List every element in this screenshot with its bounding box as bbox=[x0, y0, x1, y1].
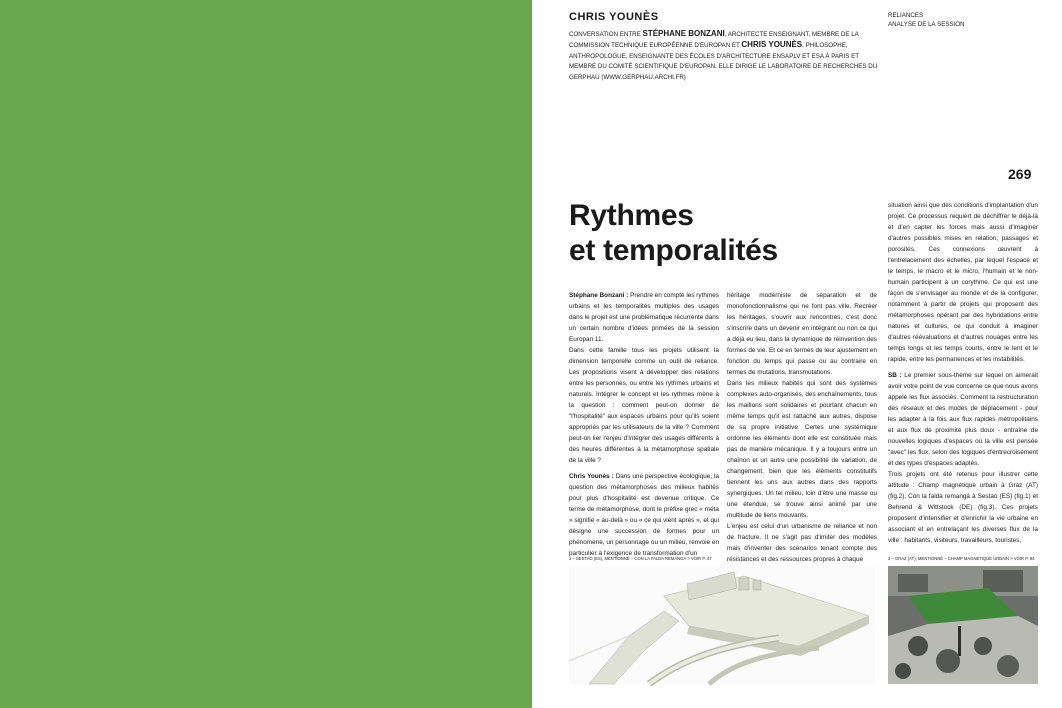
intro-name-1: STÉPHANE BONZANI bbox=[642, 29, 725, 38]
text-column-1 bbox=[569, 290, 720, 557]
section-line-1: RELIANCES bbox=[888, 12, 924, 19]
paragraph bbox=[888, 370, 1038, 469]
article-title bbox=[569, 198, 778, 268]
paragraph-text: Dans cette famille tous les projets utilisent la dimension temporelle comme un outil de reliance. Les propositions visent à développer des relations entre les personnes, ou entre les rythmes urbains et naturels. Intégrer le concept et les rythmes mène à la question : comment peut-on donner de "l'hospitalité" aux espaces urbains pour qu'ils soient appropriés par les utilisateurs de la ville ? Comment peut-on lier l'enjeu d'intégrer des usages différents à des heures différentes à la métamorphose spatiale de la ville ? bbox=[569, 347, 719, 464]
figure-2-photo bbox=[888, 566, 1038, 684]
speaker: Stéphane Bonzani : bbox=[569, 292, 629, 299]
paragraph-text: Le premier sous-thème sur lequel on aimerait avoir votre point de vue concerne ce que nous avons appelé les flux associés. Comment la restructuration des réseaux et des modes de déplacement - pour les adapter à la fois aux flux rapides métropolitains et aux flux de proximité plus doux - entraîne de nouvelles logiques d'espaces où la ville est pensée "avec" les flux, selon des logiques d'entrecroisement et des types d'espaces adaptés. bbox=[888, 372, 1038, 467]
paragraph: L'enjeu est celui d'un urbanisme de reliance et non de fracture. Il ne s'agit pas d'imiter des modèles mais d'inventer des scénarios tenant compte des résistances et des ressources propres à chaque bbox=[727, 523, 877, 563]
title-line-1: Rythmes bbox=[569, 199, 694, 232]
figure-caption-1: 1 – SESTAO (ES), MENTIONNÉ – CON LA FALDA REMANGÁ > VOIR P. 47 bbox=[569, 556, 712, 561]
text-column-3 bbox=[888, 200, 1038, 546]
figure-caption-2: 2 – GRAZ (AT), MENTIONNÉ – CHAMP MAGNÉTIQUE URBAIN > VOIR P. 94 bbox=[888, 556, 1035, 561]
section-line-2: ANALYSE DE LA SESSION bbox=[888, 21, 965, 28]
intro-mid: , ARCHITECTE ENSEIGNANT, MEMBRE DE LA COMMISSION TECHNIQUE EUROPÉENNE D'EUROPAN ET bbox=[569, 31, 859, 50]
intro-name-2: CHRIS YOUNÈS bbox=[741, 40, 803, 50]
paragraph-text: situation ainsi que des conditions d'implantation d'un projet. Ce processus requiert de déchiffrer le déjà-là et d'en capter les forces mais aussi d'imaginer d'autres possibles mises en relation, passages et porosités. Ces connexions œuvrent à l'entrelacement des échelles, par lequel l'espace et le temps, le macro et le micro, l'humain et le non-humain participent à un corythme. Ce qui est une façon de s'envisager au monde et de la configurer, notamment à partir de projets qui proposent des métamorphoses opérant par des hybridations entre natures et cultures, ce qui conduit à imaginer d'autres réévaluations et d'autres nouages entre les temps longs et les temps courts, entre le lent et le rapide, entre les permanences et les instabilités. bbox=[888, 202, 1038, 363]
paragraph: héritage moderniste de séparation et de monofonctionnalisme qui ne font pas ville. Recréer les héritages, s'ouvrir aux rencontres, c'est donc s'inscrire dans un devenir en intégrant ou non ce qui a déjà eu lieu, dans la dynamique de réinvention des formes de vie. Et ce en termes de leur ajustement en fonction du temps qui passe ou au contraire en termes de mutations, transmutations. bbox=[727, 292, 877, 376]
paragraph bbox=[569, 345, 719, 466]
speaker: Chris Younès : bbox=[569, 473, 614, 480]
paragraph bbox=[888, 469, 1038, 546]
text-column-2 bbox=[727, 290, 877, 563]
paragraph bbox=[888, 200, 1038, 365]
page-number: 269 bbox=[1008, 166, 1032, 182]
section-tag bbox=[888, 11, 965, 29]
speaker: SB : bbox=[888, 372, 902, 379]
paragraph bbox=[569, 290, 719, 345]
intro-text bbox=[569, 29, 881, 83]
paragraph: Dans les milieux habités qui sont des systèmes complexes auto-organisés, des enchaînements, tous les maillons sont solidaires et pourtant chacun en même temps qu'il est rattaché aux autres, dispose de sa propre initiative. Certes une systémique ordonne les éléments dont elle est constituée mais pas de manière mécanique. Il y a toujours entre un chaînon et un autre une possibilité de variation, de changement, bien que les éléments constitutifs tiennent les uns aux autres dans des rapports synergiques. Un tel milieu, loin d'être une masse ou une étendue, se trouve ainsi animé par une multitude de liens mouvants. bbox=[727, 380, 877, 519]
paragraph bbox=[569, 471, 719, 559]
intro-pre: CONVERSATION ENTRE bbox=[569, 31, 643, 38]
paragraph-text: Prendre en compte les rythmes urbains et les temporalités multiples des usages dans le projet est une problématique récurrente dans un certain nombre d'idées primées de la session Europan 11. bbox=[569, 292, 720, 343]
paragraph-text: Trois projets ont été retenus pour illustrer cette attitude : Champ magnétique urbain à Graz (AT) (fig.2), Con la falda remangá à Sestao (ES) (fig.1) et Behrend & Wittstock (DE) (fig.3). Ces projets proposent d'intensifier et d'enrichir la vie urbaine en associant et en entrelaçant les diverses flux de la ville : habitants, visiteurs, travailleurs, touristes, bbox=[888, 471, 1038, 544]
title-line-2: et temporalités bbox=[569, 234, 778, 267]
figure-1-model-render bbox=[569, 566, 875, 684]
paragraph-text: Dans une perspective écologique, la question des métamorphoses des milieux habités pour plus d'hospitalité est devenue critique. Ce terme de métamorphose, dont le préfixe grec « méta » signifie « au-delà » ou « ce qui vient après », et qui désigne une succession de formes pour un phénomène, un personnage ou un milieu, renvoie en particulier à l'exigence de transformation d'un bbox=[569, 473, 719, 557]
author-name: CHRIS YOUNÈS bbox=[569, 11, 659, 23]
intro-post: , PHILOSOPHE, ANTHROPOLOGUE, ENSEIGNANTE DES ÉCOLES D'ARCHITECTURE ENSAPLV ET ESA À PARIS ET MEMBRE DU COMITÉ SCIENTIFIQUE D'EUROPAN. ELLE DIRIGE LE LABORATOIRE DE RECHERCHES DU GERPHAU (WWW.GERPHAU.ARCHI.FR) bbox=[569, 42, 878, 81]
